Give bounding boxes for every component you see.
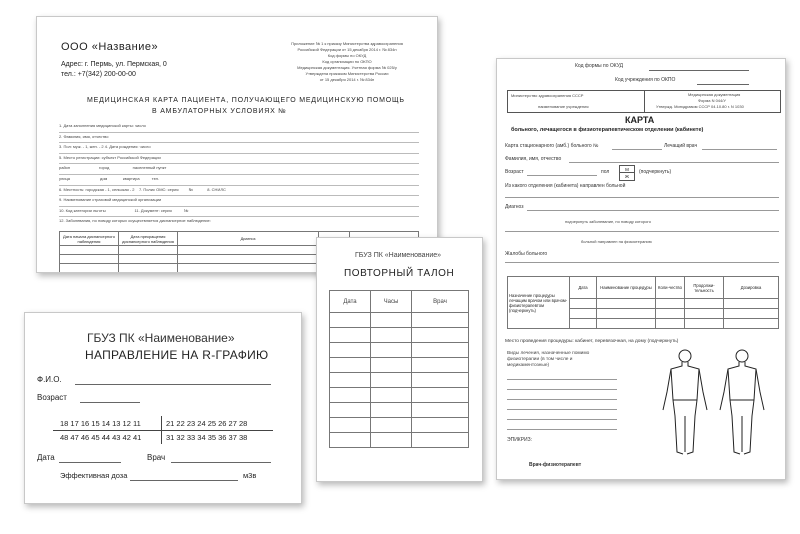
teeth-lower-left: 48 47 46 45 44 43 42 41 <box>60 433 142 442</box>
order-line: Утверждена приказом Министерства России <box>305 71 389 76</box>
field-line: 2. Фамилия, имя, отчество <box>59 134 419 144</box>
th-diagnosis: Диагноз <box>178 232 319 246</box>
age-label: Возраст <box>505 169 524 175</box>
male-option[interactable]: М <box>620 166 634 173</box>
dose-unit: м3в <box>243 471 257 480</box>
repeat-ticket <box>316 237 483 482</box>
procedures-table <box>507 276 779 329</box>
card1-address: Адрес: г. Пермь, ул. Пермская, 0 <box>61 61 167 68</box>
card4-title: КАРТА <box>625 115 655 125</box>
card1-phone: тел.: +7(342) 200-00-00 <box>61 71 136 78</box>
dose-label: Эффективная доза <box>60 471 128 480</box>
teeth-lower-right: 31 32 33 34 35 36 37 38 <box>166 433 248 442</box>
other-treatment <box>507 351 612 369</box>
th-hours: Часы <box>371 291 412 313</box>
physio-card <box>496 58 786 480</box>
header-box <box>507 90 781 113</box>
card2-org: ГБУЗ ПК «Наименование» <box>355 252 442 259</box>
body-diagram <box>647 344 777 459</box>
th-dosage: Дозировка <box>724 277 779 299</box>
other-treatment-text: Виды лечения, назначенные помимо физиотерапии (в том числе и медикаментозные) <box>507 351 590 368</box>
procedure-place: Место проведения процедуры: кабинет, перевязочная, на дому (подчеркнуть) <box>505 339 679 344</box>
full-name: Фамилия, имя, отчество <box>505 156 562 162</box>
th-end: Дата прекращения диспансерного наблюдения <box>119 232 178 246</box>
underline-note: (подчеркнуть) <box>639 169 672 175</box>
th-doctor: Врач <box>412 291 469 313</box>
order-line: Медицинская документация. Учетная форма № 025/у <box>297 65 397 70</box>
field-line: 9. Наименование страховой медицинской организации <box>59 197 419 207</box>
th-quantity: Коли-чество <box>656 277 685 299</box>
form-number: Форма N 044/У <box>698 98 726 103</box>
age-label: Возраст <box>37 393 67 402</box>
teeth-upper-right: 21 22 23 24 25 26 27 28 <box>166 419 248 428</box>
appointments-table <box>329 290 469 448</box>
med-doc: Медицинская документация <box>688 92 741 97</box>
card1-org: ООО «Название» <box>61 41 159 53</box>
outpatient-card <box>36 16 438 273</box>
okpo-label: Код учреждения по ОКПО <box>615 77 676 83</box>
card1-order-block <box>277 41 417 83</box>
institution: наименование учреждения <box>538 104 589 109</box>
th-date: Дата <box>330 291 371 313</box>
field-line: район город населенный пункт <box>59 165 419 175</box>
epicrisis-label: ЭПИКРИЗ: <box>507 437 533 443</box>
th-prescription: Назначение процедуры лечащим врачом или врачом-физиотерапевтом (подчеркнуть) <box>508 277 570 329</box>
order-line: Код формы по ОКУД <box>327 53 367 58</box>
card1-title-2: В АМБУЛАТОРНЫХ УСЛОВИЯХ № <box>152 108 287 115</box>
diagnosis-label: Диагноз <box>505 204 524 210</box>
field-line: 10. Код категории льготы 11. Документ: серия № <box>59 208 419 218</box>
th-start: Дата начала диспансерного наблюдения <box>60 232 119 246</box>
approved: Утвержд. Минздравом СССР 04.10.80 г. N 1030 <box>656 104 744 109</box>
field-line: 1. Дата заполнения медицинской карты: число <box>59 123 419 133</box>
female-option[interactable]: Ж <box>624 174 630 179</box>
order-line: Приложение № 1 к приказу Министерства здравоохранения <box>291 41 403 46</box>
field-line: улица дом квартира тел. <box>59 176 419 186</box>
field-line: 3. Пол: муж. - 1, жен. - 2 4. Дата рождения: число <box>59 144 419 154</box>
th-date: Дата <box>570 277 597 299</box>
card2-title: ПОВТОРНЫЙ ТАЛОН <box>344 268 455 279</box>
order-line: от 15 декабря 2014 г. № 834н <box>319 77 375 82</box>
card1-title-1: МЕДИЦИНСКАЯ КАРТА ПАЦИЕНТА, ПОЛУЧАЮЩЕГО МЕДИЦИНСКУЮ ПОМОЩЬ <box>87 97 405 104</box>
card-number: Карта стационарного (амб.) больного № <box>505 143 599 149</box>
doctor-label: Врач <box>147 453 166 462</box>
sex-label: пол <box>601 169 610 175</box>
th-duration: Продолжи-тельность <box>685 277 724 299</box>
th-procedure: Наименование процедуры <box>597 277 656 299</box>
sent-physio-note: больной направлен на физиотерапию <box>581 239 652 244</box>
order-line: Российской Федерации от 15 декабря 2014 г. № 834н <box>297 47 397 52</box>
xray-referral <box>24 312 302 504</box>
teeth-upper-left: 18 17 16 15 14 13 12 11 <box>60 419 141 428</box>
physiotherapist-label: Врач-физиотерапевт <box>529 462 582 468</box>
referral-dept: Из какого отделения (кабинета) направлен больной <box>505 183 626 189</box>
ministry: Министерство здравоохранения СССР <box>511 93 584 98</box>
card3-org: ГБУЗ ПК «Наименование» <box>87 331 235 345</box>
card4-subtitle: больного, лечащегося в физиотерапевтическом отделении (кабинете) <box>511 127 704 133</box>
card1-fields <box>59 123 419 228</box>
field-line: 12. Заболевания, по поводу которых осуществляется диспансерное наблюдение: <box>59 218 211 224</box>
underline-disease-note: подчеркнуть заболевание, по поводу которого <box>565 219 651 224</box>
sex-box[interactable] <box>619 165 635 181</box>
field-line: 6. Местность: городская - 1, сельская - 2 7. Полис ОМС: серия № 8. СНИЛС <box>59 187 419 197</box>
fio-label: Ф.И.О. <box>37 375 62 384</box>
card3-title: НАПРАВЛЕНИЕ НА R-ГРАФИЮ <box>85 348 269 362</box>
field-line: 5. Место регистрации: субъект Российской Федерации <box>59 155 419 165</box>
body-back-figure <box>720 350 764 454</box>
date-label: Дата <box>37 453 55 462</box>
complaints-label: Жалобы больного <box>505 251 548 257</box>
body-front-figure <box>663 350 707 454</box>
okud-label: Код формы по ОКУД <box>575 63 624 69</box>
attending-doctor: Лечащий врач <box>664 143 698 149</box>
order-line: Код организации по ОКПО <box>322 59 372 64</box>
